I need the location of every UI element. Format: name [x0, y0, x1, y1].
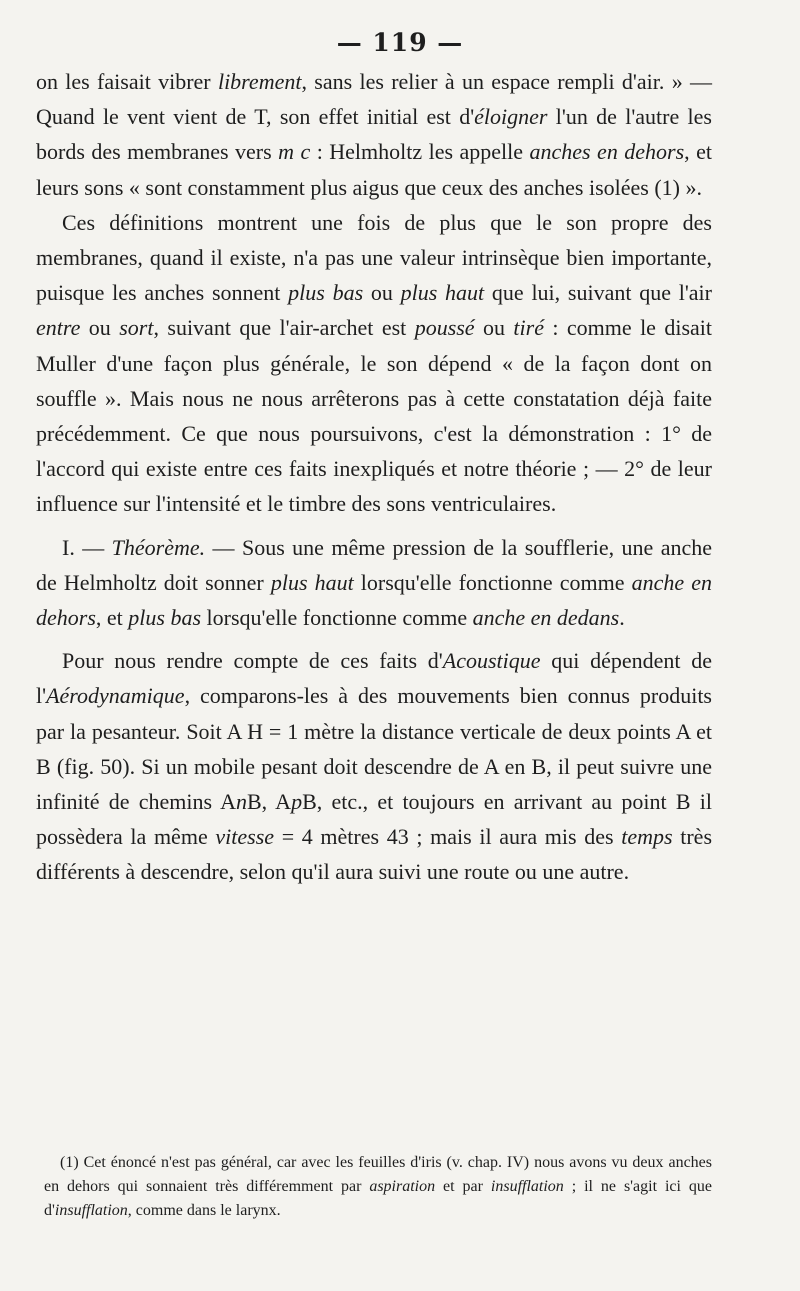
paragraph-4	[36, 643, 712, 889]
italic-run: temps	[621, 824, 673, 850]
text-run: , comparons-les à des mouvements bien connus produits par la pesanteur. Soit A H = 1 mètre la distance verticale de deux points A et B (fig. 50). Si un mobile pesant doit descendre de A en B, il peut suivre une infinité de chemins A	[36, 683, 712, 815]
italic-run: anche en dedans	[472, 605, 620, 631]
italic-run: Théorème.	[111, 534, 206, 560]
italic-run: plus haut	[270, 569, 354, 595]
text-run: qui dépendent de l'	[36, 648, 712, 709]
text-run: que lui, suivant que l'air	[484, 280, 712, 306]
text-run: — Sous une même pression de la soufflerie, une anche de Helmholtz doit sonner	[36, 534, 712, 595]
italic-run: poussé	[414, 315, 475, 341]
footnote	[44, 1151, 712, 1223]
italic-run: n	[235, 789, 247, 815]
italic-run: vitesse	[215, 824, 275, 850]
italic-run: aspiration	[369, 1178, 436, 1195]
paragraph-2	[36, 205, 712, 522]
italic-run: sort	[119, 315, 154, 341]
italic-run: m c	[278, 139, 311, 165]
italic-run: anche en dehors	[36, 569, 712, 631]
text-run: ; il ne s'agit ici que d'	[44, 1178, 712, 1219]
text-run: Pour nous rendre compte de ces faits d'	[62, 648, 443, 674]
italic-run: plus bas	[128, 605, 202, 631]
footnote-1	[44, 1151, 712, 1223]
text-run: (1) Cet énoncé n'est pas général, car avec les feuilles d'iris (v. chap. IV) nous avons vu deux anches en dehors qui sonnaient très différemment par	[44, 1154, 712, 1195]
text-run: .	[619, 605, 625, 631]
italic-run: p	[291, 789, 303, 815]
italic-run: Aérodynamique	[46, 683, 185, 709]
paragraph-1	[36, 64, 712, 205]
italic-run: insufflation	[54, 1202, 128, 1219]
page-number: — 119 —	[336, 28, 464, 57]
text-run: ou	[474, 315, 514, 341]
italic-run: Acoustique	[442, 648, 541, 674]
text-run: B, etc., et toujours en arrivant au point B il possèdera la même	[36, 789, 712, 850]
text-run: I. —	[62, 534, 112, 560]
text-run: = 4 mètres 43 ; mais il aura mis des	[274, 824, 622, 850]
italic-run: entre	[36, 315, 81, 341]
text-run: et par	[435, 1178, 491, 1195]
italic-run: librement	[217, 69, 302, 94]
italic-run: anches en dehors	[529, 139, 685, 165]
italic-run: insufflation	[490, 1178, 564, 1195]
italic-run: tiré	[513, 315, 544, 341]
italic-run: plus bas	[288, 280, 364, 306]
text-run: : Helmholtz les appelle	[310, 139, 530, 165]
text-run: ou	[80, 315, 120, 341]
text-run: B, A	[246, 789, 292, 815]
text-run: ou	[363, 280, 401, 306]
text-run: lorsqu'elle fonctionne comme	[353, 569, 632, 595]
text-run: , comme dans le larynx.	[127, 1202, 281, 1219]
paragraph-3-theorem	[36, 530, 712, 636]
text-run: , et	[95, 605, 129, 631]
text-run: : comme le disait Muller d'une façon plus générale, le son dépend « de la façon dont on souffle ». Mais nous ne nous arrêterons pas à cette constatation déjà faite précédemment. Ce que nous poursuivons, c'est la démonstration : 1° de l'accord qui existe entre ces faits inexpliqués et notre théorie ; — 2° de leur influence sur l'intensité et le timbre des sons ventriculaires.	[36, 315, 713, 517]
text-run: très différents à descendre, selon qu'il aura suivi une route ou une autre.	[36, 824, 713, 885]
text-run: , suivant que l'air-archet est	[153, 315, 415, 341]
text-run: , sans les relier à un espace rempli d'air. » — Quand le vent vient de T, son effet initial est d'	[36, 69, 712, 130]
text-run: Ces définitions montrent une fois de plus que le son propre des membranes, quand il existe, n'a pas une valeur intrinsèque bien importante, puisque les anches sonnent	[36, 209, 712, 306]
italic-run: plus haut	[400, 280, 485, 306]
text-run: l'un de l'autre les bords des membranes vers	[36, 104, 712, 165]
text-run: , et leurs sons « sont constamment plus aigus que ceux des anches isolées (1) ».	[36, 139, 713, 200]
italic-run: éloigner	[474, 104, 548, 130]
text-run: on les faisait vibrer	[36, 69, 218, 94]
text-run: lorsqu'elle fonctionne comme	[201, 605, 473, 631]
body-text	[36, 64, 712, 890]
